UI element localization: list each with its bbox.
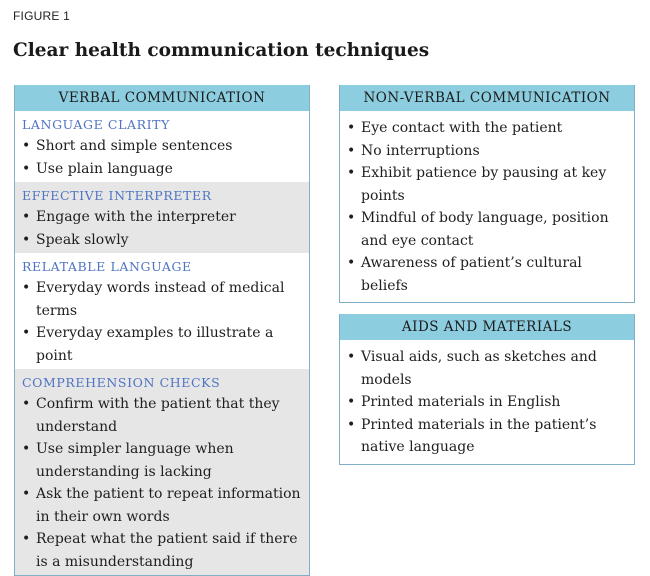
list-item-text: Engage with the interpreter bbox=[36, 209, 236, 225]
list-item bbox=[15, 528, 309, 573]
nonverbal-communication-header: NON-VERBAL COMMUNICATION bbox=[340, 85, 634, 111]
figure-label: FIGURE 1 bbox=[13, 9, 70, 23]
bullet-icon: • bbox=[22, 396, 31, 412]
bullet-icon: • bbox=[347, 142, 356, 159]
list-item bbox=[340, 207, 634, 252]
bullet-icon: • bbox=[347, 120, 356, 136]
list-item-text: Short and simple sentences bbox=[36, 138, 233, 154]
list-item-text: Mindful of body language, position and eye contact bbox=[361, 210, 609, 249]
verbal-communication-header: VERBAL COMMUNICATION bbox=[15, 85, 309, 111]
list-item-text: Everyday words instead of medical terms bbox=[36, 280, 285, 319]
bullet-list bbox=[15, 393, 309, 573]
bullet-list bbox=[340, 111, 634, 302]
list-item bbox=[15, 438, 309, 483]
list-item-text: Exhibit patience by pausing at key points bbox=[361, 165, 607, 204]
section-title: EFFECTIVE INTERPRETER bbox=[22, 188, 212, 203]
list-item bbox=[15, 483, 309, 528]
list-item bbox=[15, 158, 309, 181]
bullet-icon: • bbox=[347, 255, 356, 271]
bullet-icon: • bbox=[347, 165, 356, 181]
section-comprehension-checks bbox=[15, 369, 309, 575]
bullet-icon: • bbox=[347, 210, 356, 226]
list-item bbox=[340, 162, 634, 207]
list-item-text: Use simpler language when understanding is lacking bbox=[36, 441, 234, 480]
bullet-icon: • bbox=[22, 138, 31, 154]
bullet-icon: • bbox=[22, 486, 31, 502]
list-item-text: Eye contact with the patient bbox=[361, 120, 563, 136]
list-item-text: Speak slowly bbox=[36, 231, 129, 248]
bullet-list bbox=[340, 340, 634, 464]
list-item bbox=[15, 393, 309, 438]
bullet-icon: • bbox=[22, 231, 31, 248]
bullet-icon: • bbox=[22, 531, 31, 547]
list-item bbox=[15, 229, 309, 252]
list-item bbox=[340, 117, 634, 140]
section-relatable-language bbox=[15, 253, 309, 369]
nonverbal-communication-panel bbox=[339, 85, 635, 303]
list-item-text: No interruptions bbox=[361, 142, 480, 159]
section-title: COMPREHENSION CHECKS bbox=[22, 375, 221, 390]
bullet-list bbox=[15, 277, 309, 367]
list-item-text: Visual aids, such as sketches and models bbox=[361, 349, 597, 388]
bullet-icon: • bbox=[22, 209, 31, 225]
list-item bbox=[340, 140, 634, 163]
list-item bbox=[340, 391, 634, 414]
list-item-text: Printed materials in English bbox=[361, 394, 561, 410]
list-item bbox=[15, 206, 309, 229]
page-title: Clear health communication techniques bbox=[13, 40, 430, 61]
section-title: RELATABLE LANGUAGE bbox=[22, 259, 192, 274]
list-item bbox=[340, 346, 634, 391]
aids-materials-header: AIDS AND MATERIALS bbox=[340, 314, 634, 340]
bullet-icon: • bbox=[347, 416, 356, 433]
bullet-icon: • bbox=[22, 280, 31, 296]
list-item-text: Printed materials in the patient’s native language bbox=[361, 416, 597, 455]
aids-materials-panel bbox=[339, 314, 635, 465]
section-title: LANGUAGE CLARITY bbox=[22, 117, 170, 132]
bullet-icon: • bbox=[22, 325, 31, 341]
section-effective-interpreter bbox=[15, 182, 309, 253]
list-item bbox=[15, 277, 309, 322]
list-item-text: Ask the patient to repeat information in their own words bbox=[36, 486, 301, 525]
list-item-text: Everyday examples to illustrate a point bbox=[36, 325, 274, 364]
list-item bbox=[340, 252, 634, 297]
list-item bbox=[15, 135, 309, 158]
list-item bbox=[15, 322, 309, 367]
list-item-text: Awareness of patient’s cultural beliefs bbox=[361, 255, 582, 294]
bullet-list bbox=[15, 135, 309, 180]
bullet-icon: • bbox=[22, 441, 31, 457]
list-item bbox=[340, 414, 634, 459]
bullet-list bbox=[15, 206, 309, 251]
bullet-icon: • bbox=[347, 349, 356, 365]
list-item-text: Confirm with the patient that they understand bbox=[36, 396, 280, 435]
section-language-clarity bbox=[15, 111, 309, 182]
list-item-text: Repeat what the patient said if there is a misunderstanding bbox=[36, 531, 298, 570]
verbal-communication-panel bbox=[14, 85, 310, 576]
list-item-text: Use plain language bbox=[36, 160, 173, 177]
bullet-icon: • bbox=[347, 394, 356, 410]
bullet-icon: • bbox=[22, 160, 31, 177]
